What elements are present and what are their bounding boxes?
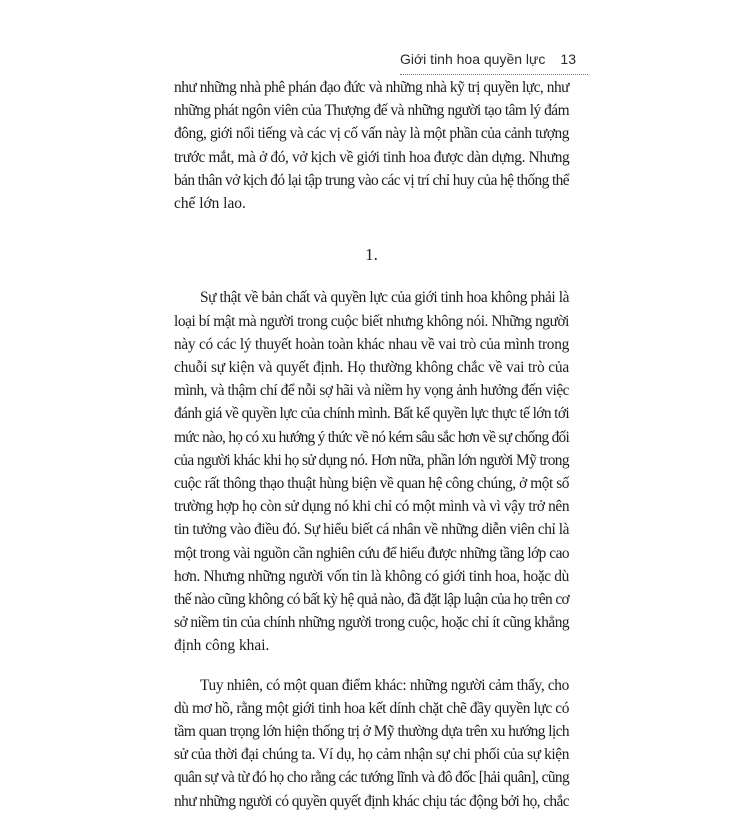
running-header (400, 48, 588, 75)
text-line: một trong vài nguồn cần nghiên cứu để hiểu được những tầng lớp cao (174, 544, 569, 562)
text-line: tin tưởng vào điều đó. Sự hiểu biết cá nhân về những diễn viên chỉ là (174, 521, 569, 539)
text-line: định công khai. (174, 637, 270, 655)
text-line: quân sự và từ đó họ cho rằng các tướng lĩnh và đô đốc [hải quân], cũng (174, 769, 569, 787)
paragraph-2 (174, 286, 569, 657)
header-title: Giới tinh hoa quyền lực (400, 51, 546, 67)
section-number: 1. (365, 245, 378, 265)
text-line: đánh giá về quyền lực của chính mình. Bất kể quyền lực thực tế lớn tới (174, 405, 570, 423)
text-line: mình, và thậm chí để nỗi sợ hãi và niềm hy vọng ảnh hưởng đến việc (174, 382, 569, 400)
body-text (174, 76, 569, 813)
page-number: 13 (560, 51, 576, 67)
text-line: như những người có quyền quyết định khác chịu tác động bởi họ, chắc (174, 792, 569, 810)
text-line: cuộc rất thông thạo thuật hùng biện về quan hệ công chúng, ở một số (174, 475, 569, 493)
text-line: mức nào, họ có xu hướng ý thức về nó kém sâu sắc hơn về sự chống đối (174, 428, 569, 446)
text-line: này có các lý thuyết hoàn toàn khác nhau về vai trò của mình trong (174, 335, 569, 353)
text-line: loại bí mật mà người trong cuộc biết nhưng không nói. Những người (174, 312, 569, 330)
text-line: thế nào cũng không có bất kỳ hệ quả nào, đã đặt lập luận của họ trên cơ (174, 591, 569, 609)
text-line: đông, giới nổi tiếng và các vị cố vấn này là một phần của cảnh tượng (174, 125, 569, 143)
text-line: chế lớn lao. (174, 195, 246, 213)
text-line: trường hợp họ còn sử dụng nó khi chỉ có một mình và vì vậy trở nên (174, 498, 570, 516)
text-line: hơn. Nhưng những người vốn tin là không có giới tinh hoa, hoặc dù (174, 567, 569, 585)
text-line: Sự thật về bản chất và quyền lực của giới tinh hoa không phải là (200, 289, 569, 307)
text-line: của người khác khi họ sử dụng nó. Hơn nữa, phần lớn người Mỹ trong (174, 451, 569, 469)
text-line: tầm quan trọng lớn hiện thống trị ở Mỹ thường dựa trên xu hướng lịch (174, 723, 569, 741)
text-line: chuỗi sự kiện và quyết định. Họ thường không chắc về vai trò của (174, 359, 569, 377)
text-line: dù mơ hồ, rằng một giới tinh hoa kết dính chặt chẽ đầy quyền lực có (174, 699, 569, 717)
text-line: sở niềm tin của chính những người trong cuộc, hoặc chỉ ít cũng khẳng (174, 614, 569, 632)
text-line: Tuy nhiên, có một quan điểm khác: những người cảm thấy, cho (200, 676, 569, 694)
text-line: bản thân vở kịch đó lại tập trung vào các vị trí chỉ huy của hệ thống thể (174, 171, 569, 189)
text-line: những phát ngôn viên của Thượng đế và những người tạo tâm lý đám (174, 102, 569, 120)
text-line: sử của thời đại chúng ta. Ví dụ, họ cảm nhận sự chi phối của sự kiện (174, 746, 569, 764)
text-line: như những nhà phê phán đạo đức và những nhà kỹ trị quyền lực, như (174, 79, 569, 96)
paragraph-1 (174, 76, 569, 215)
text-line: trước mắt, mà ở đó, vở kịch về giới tinh hoa được dàn dựng. Nhưng (174, 148, 570, 166)
paragraph-3 (174, 674, 569, 813)
